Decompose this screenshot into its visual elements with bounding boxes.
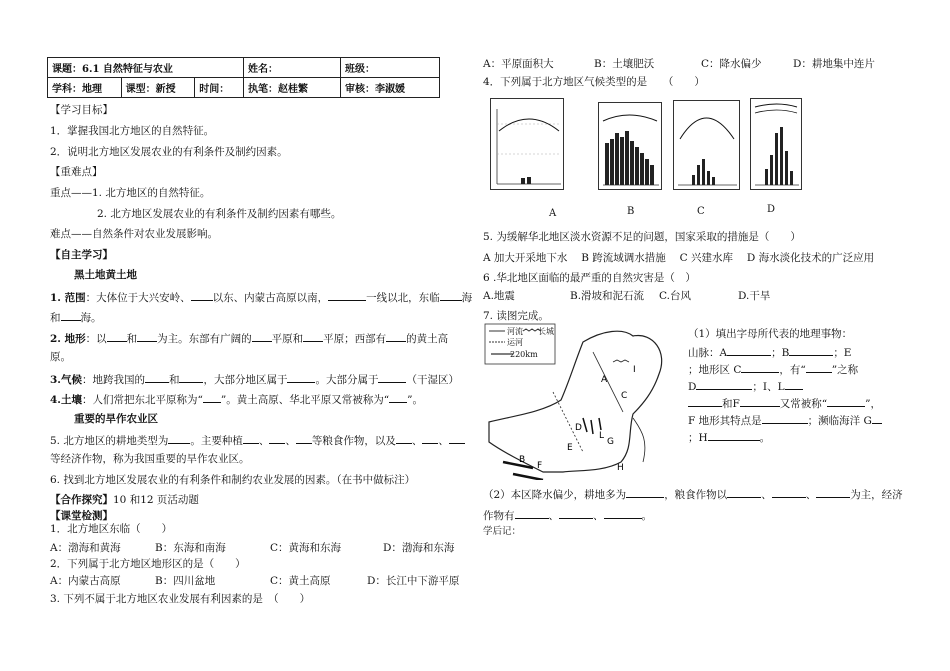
q2-option-b[interactable]: B：四川盆地 (155, 575, 216, 587)
legend-wall: 长城 (538, 327, 554, 336)
blank[interactable] (559, 507, 593, 519)
blank[interactable] (785, 378, 803, 390)
test-title: 【课堂检测】 (50, 510, 113, 522)
q2-option-c[interactable]: C：黄土高原 (270, 575, 331, 587)
map-letter-h: H (617, 463, 624, 473)
chart-label-d: D (767, 204, 776, 215)
fill-line-crops: 5. 北方地区的耕地类型为 。主要种植 、 、 等粮食作物，以及 、 、 (50, 432, 465, 448)
header-topic: 课题：6.1 自然特征与农业 (48, 58, 244, 78)
map-fill-line-4: 和F 又常被称“ ”， (688, 395, 881, 411)
blank[interactable] (252, 330, 272, 342)
fill-line-terrain: 2. 地形：以 和 为主。东部有广阔的 平原和 平原；西部有 的黄土高 (50, 330, 448, 346)
blank[interactable] (727, 486, 761, 498)
blank[interactable] (386, 330, 406, 342)
blank[interactable] (296, 432, 312, 444)
chart-label-a: A (549, 208, 557, 219)
map-question-2-cont: 作物有 、 、 。 (483, 507, 652, 523)
fill-line-range-2: 和 海。 (50, 309, 102, 325)
header-class: 班级： (341, 58, 440, 78)
blank[interactable] (107, 330, 127, 342)
legend-scale: 220km (510, 350, 538, 359)
blank[interactable] (688, 395, 722, 407)
blank[interactable] (287, 371, 315, 383)
key-title: 【重难点】 (50, 166, 103, 178)
climate-chart-b-graphic (599, 103, 661, 189)
map-question-2: （2）本区降水偏少，耕地多为 ，粮食作物以 、 、 为主，经济 (483, 486, 903, 502)
q1-option-d[interactable]: D：渤海和东海 (383, 542, 455, 554)
blank[interactable] (740, 395, 780, 407)
cooperation-line: 【合作探究】10 和12 页活动题 (50, 494, 199, 506)
difficulty: 难点——自然条件对农业发展影响。 (50, 228, 218, 240)
blank[interactable] (827, 395, 865, 407)
map-letter-a: A (601, 375, 608, 385)
climate-chart-a-graphic (491, 99, 563, 189)
blank[interactable] (269, 432, 285, 444)
blank[interactable] (396, 432, 412, 444)
question-6: 6 .华北地区面临的最严重的自然灾害是（ ） (483, 272, 696, 284)
header-table (47, 57, 440, 98)
climate-chart-b[interactable] (598, 102, 662, 190)
map-fill-line-1: 山脉：A ；B ；E (688, 344, 851, 360)
question-7: 7. 读图完成。 (483, 310, 549, 322)
map-letter-c: C (621, 391, 628, 401)
blank[interactable] (772, 486, 806, 498)
map-fill-line-5: F 地形其特点是 ；濒临海洋 G (688, 412, 882, 428)
blank[interactable] (626, 486, 664, 498)
blank[interactable] (741, 361, 779, 373)
map-letter-l: L (599, 431, 605, 441)
legend-canal: 运河 (507, 338, 523, 347)
question-1: 1．北方地区东临（ ） (50, 523, 173, 535)
blank[interactable] (604, 507, 642, 519)
header-reviewer: 审核：李淑媛 (341, 78, 440, 98)
blank[interactable] (191, 289, 213, 301)
item-6: 6. 找到北方地区发展农业的有利条件和制约农业发展的因素。（在书中做标注） (50, 474, 416, 486)
goals-title: 【学习目标】 (50, 104, 113, 116)
climate-chart-d-graphic (751, 99, 801, 189)
q3-option-a[interactable]: A：平原面积大 (483, 58, 554, 70)
q3-option-b[interactable]: B：土壤肥沃 (594, 58, 655, 70)
map-letter-i: I (633, 365, 636, 375)
chart-label-c: C (697, 206, 705, 217)
map-letter-d: D (575, 423, 582, 433)
fill-line-climate: 3.气候：地跨我国的 和 ，大部分地区属于 。大部分属于 （干湿区） (50, 371, 459, 387)
q1-option-c[interactable]: C：黄海和东海 (270, 542, 342, 554)
blank[interactable] (328, 289, 366, 301)
header-type: 课型：新授 (121, 78, 195, 98)
map-question-1-title: （1）填出字母所代表的地理事物： (688, 328, 853, 340)
map-fill-line-3: D ；I、L (688, 378, 803, 394)
q5-options[interactable]: A 加大开采地下水 B 跨流域调水措施 C 兴建水库 D 海水淡化技术的广泛应用 (483, 252, 875, 264)
climate-chart-c-graphic (674, 101, 739, 189)
key-point-2: 2. 北方地区发展农业的有利条件及制约因素有哪些。 (97, 208, 342, 220)
header-subject: 学科：地理 (48, 78, 122, 98)
blank[interactable] (696, 378, 752, 390)
map-letter-f: F (537, 461, 543, 471)
subheading-black-yellow-land: 黑土地黄土地 (74, 269, 137, 281)
blank[interactable] (243, 432, 259, 444)
climate-chart-c[interactable] (673, 100, 740, 190)
header-time: 时间： (195, 78, 244, 98)
map-fill-line-2: ；地形区 C ，有“ ”之称 (688, 361, 858, 377)
map-letter-g: G (607, 437, 614, 447)
map-letter-b: B (519, 455, 526, 465)
fill-line-terrain-2: 原。 (50, 351, 71, 363)
question-4: 4．下列属于北方地区气候类型的是 （ ） (483, 76, 705, 88)
q6-option-d[interactable]: D.干旱 (738, 290, 771, 302)
blank[interactable] (806, 361, 832, 373)
blank[interactable] (389, 391, 407, 403)
blank[interactable] (440, 289, 462, 301)
blank[interactable] (61, 309, 81, 321)
climate-chart-a[interactable] (490, 98, 564, 190)
subheading-dry-farming: 重要的旱作农业区 (74, 413, 158, 425)
blank[interactable] (145, 371, 169, 383)
blank[interactable] (816, 486, 850, 498)
self-study-title: 【自主学习】 (50, 249, 113, 261)
q6-option-b[interactable]: B.滑坡和泥石流 (570, 290, 645, 302)
q6-option-a[interactable]: A.地震 (483, 290, 515, 302)
q3-option-c[interactable]: C：降水偏少 (701, 58, 762, 70)
question-5: 5. 为缓解华北地区淡水资源不足的问题，国家采取的措施是（ ） (483, 231, 801, 243)
q6-option-c[interactable]: C.台风 (659, 290, 691, 302)
blank[interactable] (449, 432, 465, 444)
climate-chart-d[interactable] (750, 98, 802, 190)
question-3: 3. 下列不属于北方地区农业发展有利因素的是 （ ） (50, 593, 311, 605)
blank[interactable] (378, 371, 406, 383)
goal-2: 2．说明北方地区发展农业的有利条件及制约因素。 (50, 146, 288, 158)
blank[interactable] (872, 412, 882, 424)
fill-line-crops-2: 等经济作物，称为我国重要的旱作农业区。 (50, 453, 250, 465)
blank[interactable] (762, 412, 808, 424)
blank[interactable] (168, 432, 190, 444)
q1-option-a[interactable]: A：渤海和黄海 (50, 542, 121, 554)
q3-option-d[interactable]: D：耕地集中连片 (793, 58, 875, 70)
blank[interactable] (422, 432, 438, 444)
blank[interactable] (789, 344, 833, 356)
fill-line-range: 1. 范围：大体位于大兴安岭、 以东、内蒙古高原以南， 一线以北，东临 海 (50, 289, 472, 305)
header-author: 执笔：赵桂繁 (244, 78, 341, 98)
blank[interactable] (727, 344, 771, 356)
question-2: 2．下列属于北方地区地形区的是（ ） (50, 558, 246, 570)
blank[interactable] (203, 391, 221, 403)
blank[interactable] (179, 371, 203, 383)
blank[interactable] (708, 429, 760, 441)
after-class-notes: 学后记： (483, 526, 522, 537)
chart-label-b: B (627, 206, 635, 217)
q1-option-b[interactable]: B：东海和南海 (155, 542, 226, 554)
blank[interactable] (303, 330, 323, 342)
goal-1: 1．掌握我国北方地区的自然特征。 (50, 125, 215, 137)
fill-line-soil: 4.土壤：人们常把东北平原称为“ ”。黄土高原、华北平原又常被称为“ ”。 (50, 391, 423, 407)
blank[interactable] (515, 507, 549, 519)
map-letter-e: E (567, 443, 573, 453)
map-fill-line-6: ；H 。 (688, 429, 770, 445)
blank[interactable] (137, 330, 157, 342)
header-name: 姓名： (244, 58, 341, 78)
key-point-1: 重点——1. 北方地区的自然特征。 (50, 187, 211, 199)
q2-option-a[interactable]: A：内蒙古高原 (50, 575, 121, 587)
legend-river: 河流 (507, 327, 523, 336)
q2-option-d[interactable]: D：长江中下游平原 (367, 575, 460, 587)
